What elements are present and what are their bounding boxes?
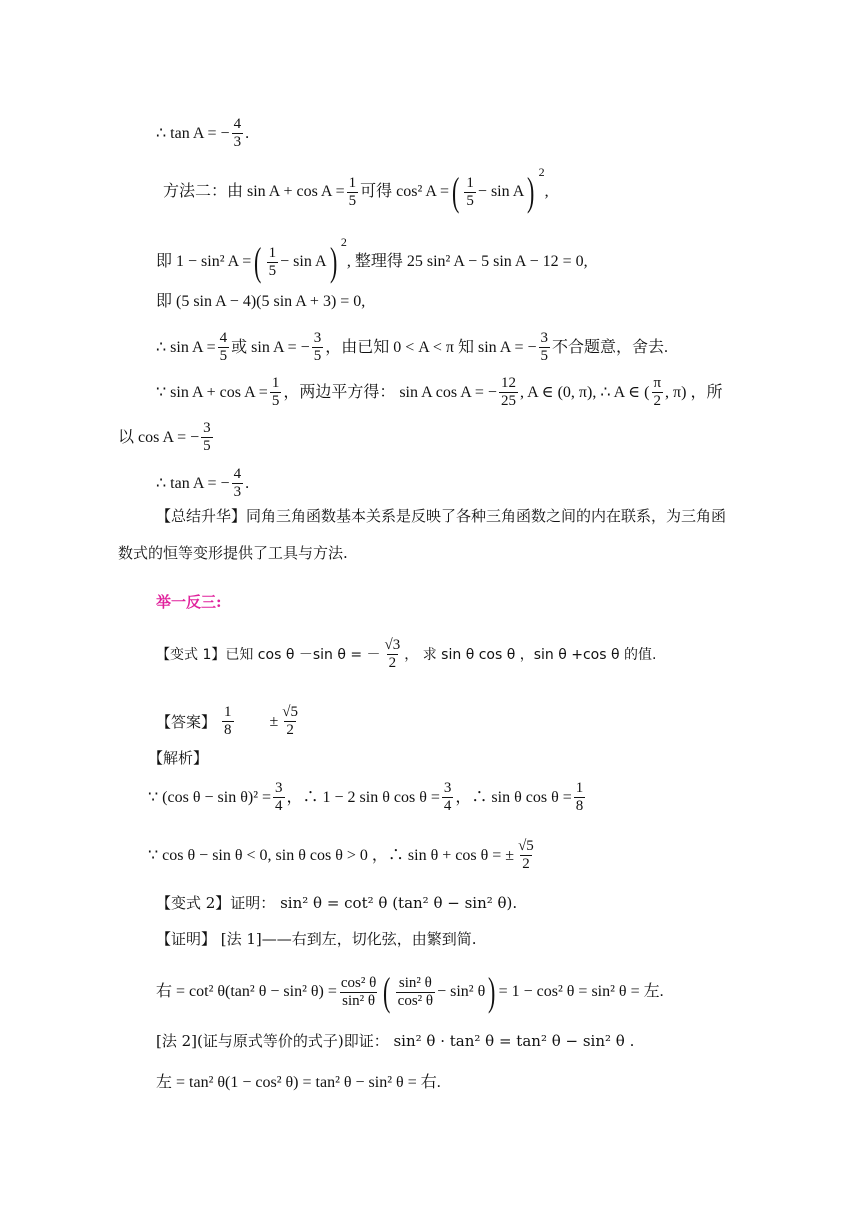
den: 8 — [575, 798, 584, 814]
fraction — [232, 116, 244, 151]
den: 5 — [466, 192, 474, 209]
text: 【变式 1】已知 cos θ －sin θ = － — [156, 646, 381, 663]
den: 5 — [268, 262, 277, 279]
text: , A ∈ (0, π), ∴ A ∈ ( — [519, 383, 650, 401]
text: ∴ tan A = − — [156, 474, 230, 492]
text: = 1 − cos² θ = sin² θ = 左. — [498, 983, 664, 1000]
fraction — [464, 175, 476, 210]
exponent: 2 — [538, 165, 545, 179]
text: ， 求 sin θ cos θ ，sin θ +cos θ 的值. — [404, 646, 657, 663]
left-paren: ( — [452, 169, 460, 214]
den: 5 — [203, 438, 211, 454]
text: 以 cos A = − — [118, 428, 200, 446]
text: 方法二：由 sin A + cos A = — [163, 183, 345, 200]
num: sin² θ — [398, 974, 432, 991]
section-heading — [156, 592, 222, 612]
num: 4 — [233, 116, 242, 132]
text: ，两边平方得： sin A cos A = − — [283, 383, 497, 401]
text: ± — [269, 712, 279, 730]
text: − sin² θ — [437, 983, 486, 1000]
fraction — [574, 780, 586, 815]
text: 可得 cos² A = — [360, 183, 450, 200]
fraction — [339, 975, 378, 1010]
text: 不合题意，舍去. — [552, 338, 669, 356]
den: 2 — [653, 393, 661, 409]
num: √5 — [282, 704, 299, 720]
sin-values-line — [156, 330, 668, 365]
num: 1 — [268, 244, 277, 261]
num: √5 — [518, 838, 534, 854]
right-paren: ) — [488, 969, 496, 1014]
text: 【解析】 — [148, 749, 209, 767]
fraction — [312, 330, 324, 365]
den: 2 — [388, 655, 397, 671]
fraction — [218, 330, 230, 365]
analysis-label — [148, 748, 208, 768]
den: 2 — [522, 856, 530, 872]
num: 4 — [219, 330, 228, 346]
text: 即 (5 sin A − 4)(5 sin A + 3) = 0, — [156, 293, 366, 310]
den: 5 — [540, 348, 548, 364]
text: ∴ sin A = — [156, 338, 216, 356]
den: 4 — [275, 798, 283, 814]
den: 3 — [233, 484, 242, 500]
text: , π) ，所 — [665, 383, 723, 401]
proof-method-1-label — [156, 929, 477, 949]
text: 【答案】 — [156, 712, 217, 731]
den: 25 — [500, 393, 516, 409]
answer-line — [156, 704, 302, 739]
left-paren: ( — [383, 969, 391, 1014]
method-two-line — [163, 165, 549, 214]
num: 4 — [233, 466, 242, 482]
factor-line — [156, 292, 365, 312]
text: , — [544, 183, 549, 200]
den: 5 — [313, 348, 322, 364]
num: 3 — [443, 780, 452, 796]
num: cos² θ — [340, 974, 377, 991]
summary-line-2 — [118, 543, 348, 563]
proof-method-2-equation — [156, 1073, 441, 1093]
cos-result-line — [118, 420, 215, 455]
fraction — [201, 420, 213, 455]
equation-line-3 — [156, 235, 588, 284]
proof-method-2-line — [156, 1031, 634, 1051]
text: ∵ (cos θ − sin θ)² = — [148, 788, 272, 806]
num: 1 — [575, 780, 584, 796]
text: . — [245, 124, 250, 142]
text: ，由已知 0 < A < π 知 sin A = − — [325, 338, 537, 356]
right-paren: ) — [527, 169, 535, 214]
num: 3 — [275, 780, 283, 796]
square-both-sides-line — [156, 375, 722, 410]
den: 4 — [443, 798, 452, 814]
text: 【证明】 [法 1]——右到左，切化弦，由繁到简. — [156, 930, 477, 948]
heading-text: 举一反三: — [156, 593, 222, 611]
analysis-line-1 — [148, 780, 587, 815]
text: . — [245, 474, 250, 492]
text: ，∴ sin θ cos θ = — [455, 788, 572, 806]
num: 3 — [540, 330, 548, 346]
num: 3 — [203, 420, 211, 436]
den: 5 — [271, 393, 280, 409]
num: 1 — [348, 174, 357, 191]
fraction — [442, 780, 454, 815]
num: √3 — [384, 637, 401, 653]
text: 左 = tan² θ(1 − cos² θ) = tan² θ − sin² θ = 右. — [156, 1074, 441, 1091]
den: cos² θ — [397, 992, 434, 1009]
fraction — [267, 245, 279, 280]
text: ，∴ 1 − 2 sin θ cos θ = — [286, 788, 440, 806]
fraction — [273, 780, 285, 815]
fraction — [396, 975, 435, 1010]
num: 1 — [466, 174, 474, 191]
den: sin² θ — [342, 992, 376, 1009]
summary-text: 【总结升华】同角三角函数基本关系是反映了各种三角函数之间的内在联系，为三角函 — [156, 507, 727, 525]
den: 2 — [286, 722, 294, 738]
summary-text: 数式的恒等变形提供了工具与方法. — [118, 544, 348, 562]
den: 5 — [348, 192, 357, 209]
num: 1 — [224, 704, 232, 720]
fraction — [383, 637, 403, 672]
text: ∴ tan A = − — [156, 124, 230, 142]
text: [法 2](证与原式等价的式子)即证： sin² θ · tan² θ = tan² θ − sin² θ . — [156, 1032, 635, 1050]
text: − sin A — [477, 183, 525, 200]
variant-2-question — [156, 893, 517, 913]
den: 3 — [233, 134, 242, 150]
fraction — [222, 704, 234, 739]
num: 12 — [500, 375, 516, 391]
den: 5 — [219, 348, 228, 364]
fraction — [516, 838, 536, 873]
variant-1-question — [156, 637, 656, 672]
right-paren: ) — [329, 239, 337, 284]
fraction — [539, 330, 551, 365]
text: − sin A — [280, 253, 327, 270]
fraction — [280, 704, 300, 739]
fraction — [270, 375, 282, 410]
text: ∵ sin A + cos A = — [156, 383, 268, 401]
num: 3 — [313, 330, 322, 346]
den: 8 — [224, 722, 232, 738]
num: 1 — [271, 375, 280, 391]
fraction — [347, 175, 359, 210]
tan-result-2 — [156, 466, 249, 501]
exponent: 2 — [340, 235, 347, 249]
fraction — [232, 466, 244, 501]
left-paren: ( — [254, 239, 262, 284]
tan-result-1 — [156, 116, 249, 151]
text: , 整理得 25 sin² A − 5 sin A − 12 = 0, — [346, 253, 588, 270]
text: 或 sin A = − — [231, 338, 310, 356]
num: π — [653, 375, 662, 391]
text: 【变式 2】证明： sin² θ = cot² θ (tan² θ − sin² θ). — [156, 894, 518, 912]
fraction — [651, 375, 663, 410]
text: 右 = cot² θ(tan² θ − sin² θ) = — [156, 983, 337, 1000]
analysis-line-2 — [148, 838, 538, 873]
text: 即 1 − sin² A = — [156, 253, 252, 270]
text: ∵ cos θ − sin θ < 0, sin θ cos θ > 0 ，∴ sin θ + cos θ = ± — [148, 846, 515, 864]
fraction — [499, 375, 518, 410]
proof-method-1-equation — [156, 969, 664, 1014]
summary-line-1 — [156, 506, 726, 526]
